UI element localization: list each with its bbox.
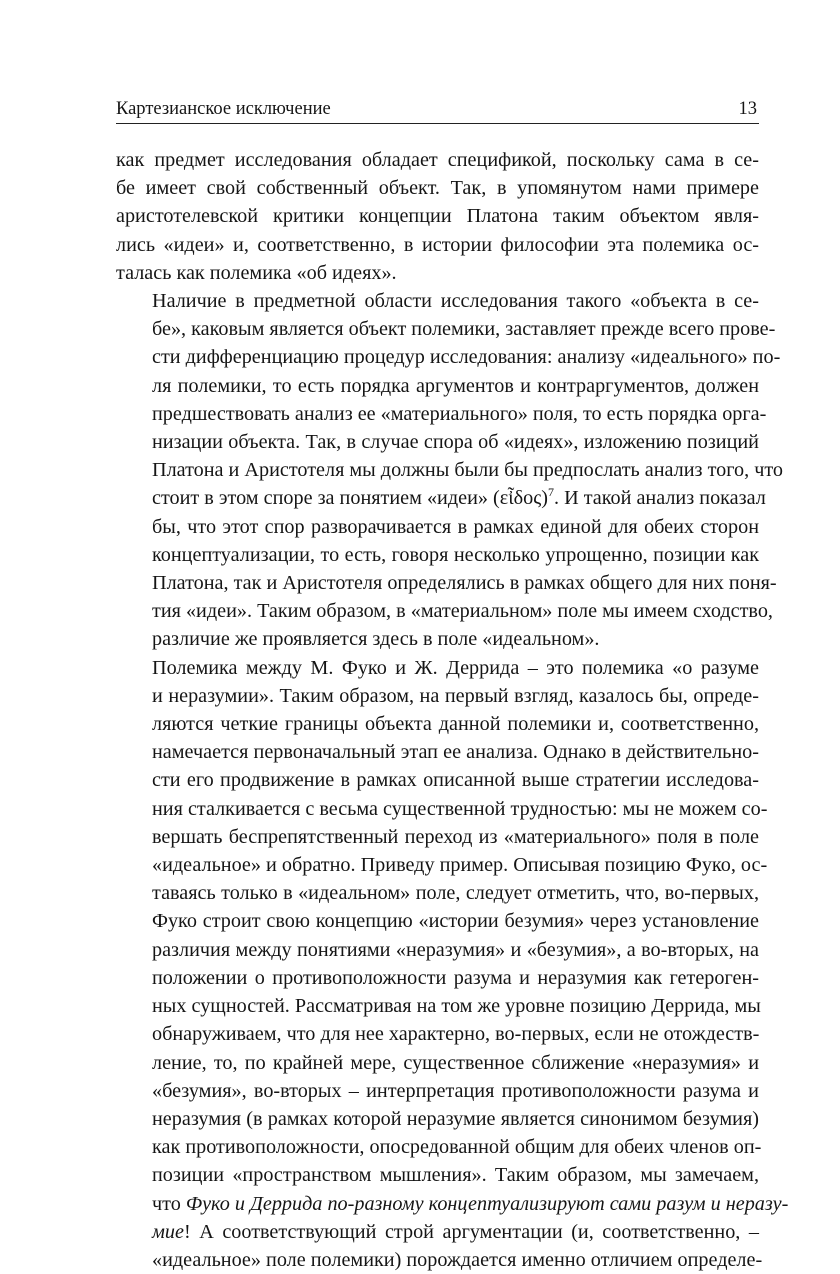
text-line: Полемика между М. Фуко и Ж. Деррида – это полемика «о разуме [152,656,759,679]
text-line: ляются четкие границы объекта данной полемики и, соответственно, [152,713,759,736]
text-line: лись «идеи» и, соответственно, в истории философии эта полемика ос- [116,233,759,256]
text-line: намечается первоначальный этап ее анализа. Однако в действительно- [152,741,759,764]
text-line: сти дифференциацию процедур исследования: анализу «идеального» по- [152,346,781,369]
text-line: неразумия (в рамках которой неразумие является синонимом безумия) [152,1107,759,1130]
text-line: низации объекта. Так, в случае спора об «идеях», изложению позиций [152,431,759,454]
text-line: Наличие в предметной области исследования такого «объекта в се- [152,290,759,313]
paragraph [116,287,783,654]
text-body [116,146,789,1274]
text-line: сти его продвижение в рамках описанной выше стратегии исследова- [152,769,759,792]
text-line: бе имеет свой собственный объект. Так, в упомянутом нами примере [116,177,759,200]
footnote-marker[interactable]: 7 [547,485,554,500]
text-line: ния сталкивается с весьма существенной трудностью: мы не можем со- [152,797,768,820]
text-span: что [152,1192,186,1215]
text-line [116,1190,789,1218]
text-span: стоит в этом споре за понятием «идеи» (εἶδος) [152,487,548,510]
text-line: ление, то, по крайней мере, существенное сближение «неразумия» и [152,1051,759,1074]
text-line [116,484,766,512]
page-header [116,95,759,124]
text-line: предшествовать анализ ее «материального» поля, то есть порядка орга- [152,402,767,425]
text-line: «идеальное» и обратно. Приведу пример. Описывая позицию Фуко, ос- [152,854,768,877]
text-line: вершать беспрепятственный переход из «материального» поля в поле [152,825,759,848]
emphasis-text: мие [152,1220,184,1243]
text-line: различие же проявляется здесь в поле «идеальном». [152,628,600,651]
text-line: Платона, так и Аристотеля определялись в рамках общего для них поня- [152,572,777,595]
text-span: . И такой анализ показал [553,487,766,510]
text-line: тия «идеи». Таким образом, в «материальном» поле мы имеем сходство, [152,600,773,623]
text-line [116,1218,759,1246]
text-span: ! А соответствующий строй аргументации (и, соответственно, – [183,1220,759,1243]
paragraph [116,146,759,287]
text-line: «идеальное» поле полемики) порождается именно отличием определе- [152,1248,763,1271]
text-line: позиции «пространством мышления». Таким образом, мы замечаем, [152,1164,759,1187]
text-line: как предмет исследования обладает спецификой, поскольку сама в се- [116,149,759,171]
text-line: Фуко строит свою концепцию «истории безумия» через установление [152,910,759,933]
text-line: положении о противоположности разума и неразумия как гетероген- [152,966,759,989]
paragraph [116,654,789,1274]
text-line: аристотелевской критики концепции Платона таким объектом явля- [116,205,759,228]
text-line: талась как полемика «об идеях». [116,261,397,284]
text-line: ных сущностей. Рассматривая на том же уровне позицию Деррида, мы [152,995,761,1018]
text-line: таваясь только в «идеальном» поле, следует отметить, что, во-первых, [152,882,759,905]
page-number: 13 [738,99,757,119]
text-line: обнаруживаем, что для нее характерно, во-первых, если не отождеств- [152,1023,760,1046]
text-line: «безумия», во-вторых – интерпретация противоположности разума и [152,1079,759,1102]
text-line: концептуализации, то есть, говоря несколько упрощенно, позиции как [152,543,759,566]
text-line: как противоположности, опосредованной общим для обеих членов оп- [152,1136,762,1159]
text-line: ля полемики, то есть порядка аргументов и контраргументов, должен [152,374,759,397]
emphasis-text: Фуко и Деррида по-разному концептуализируют сами разум и неразу- [185,1192,789,1215]
running-title: Картезианское исключение [116,99,331,119]
text-line: различия между понятиями «неразумия» и «безумия», а во-вторых, на [152,938,759,961]
text-line: бы, что этот спор разворачивается в рамках единой для обеих сторон [152,515,759,538]
text-line: Платона и Аристотеля мы должны были бы предпослать анализ того, что [152,459,783,482]
text-line: и неразумии». Таким образом, на первый взгляд, казалось бы, опреде- [152,684,759,707]
text-line: бе», каковым является объект полемики, заставляет прежде всего прове- [152,318,776,341]
